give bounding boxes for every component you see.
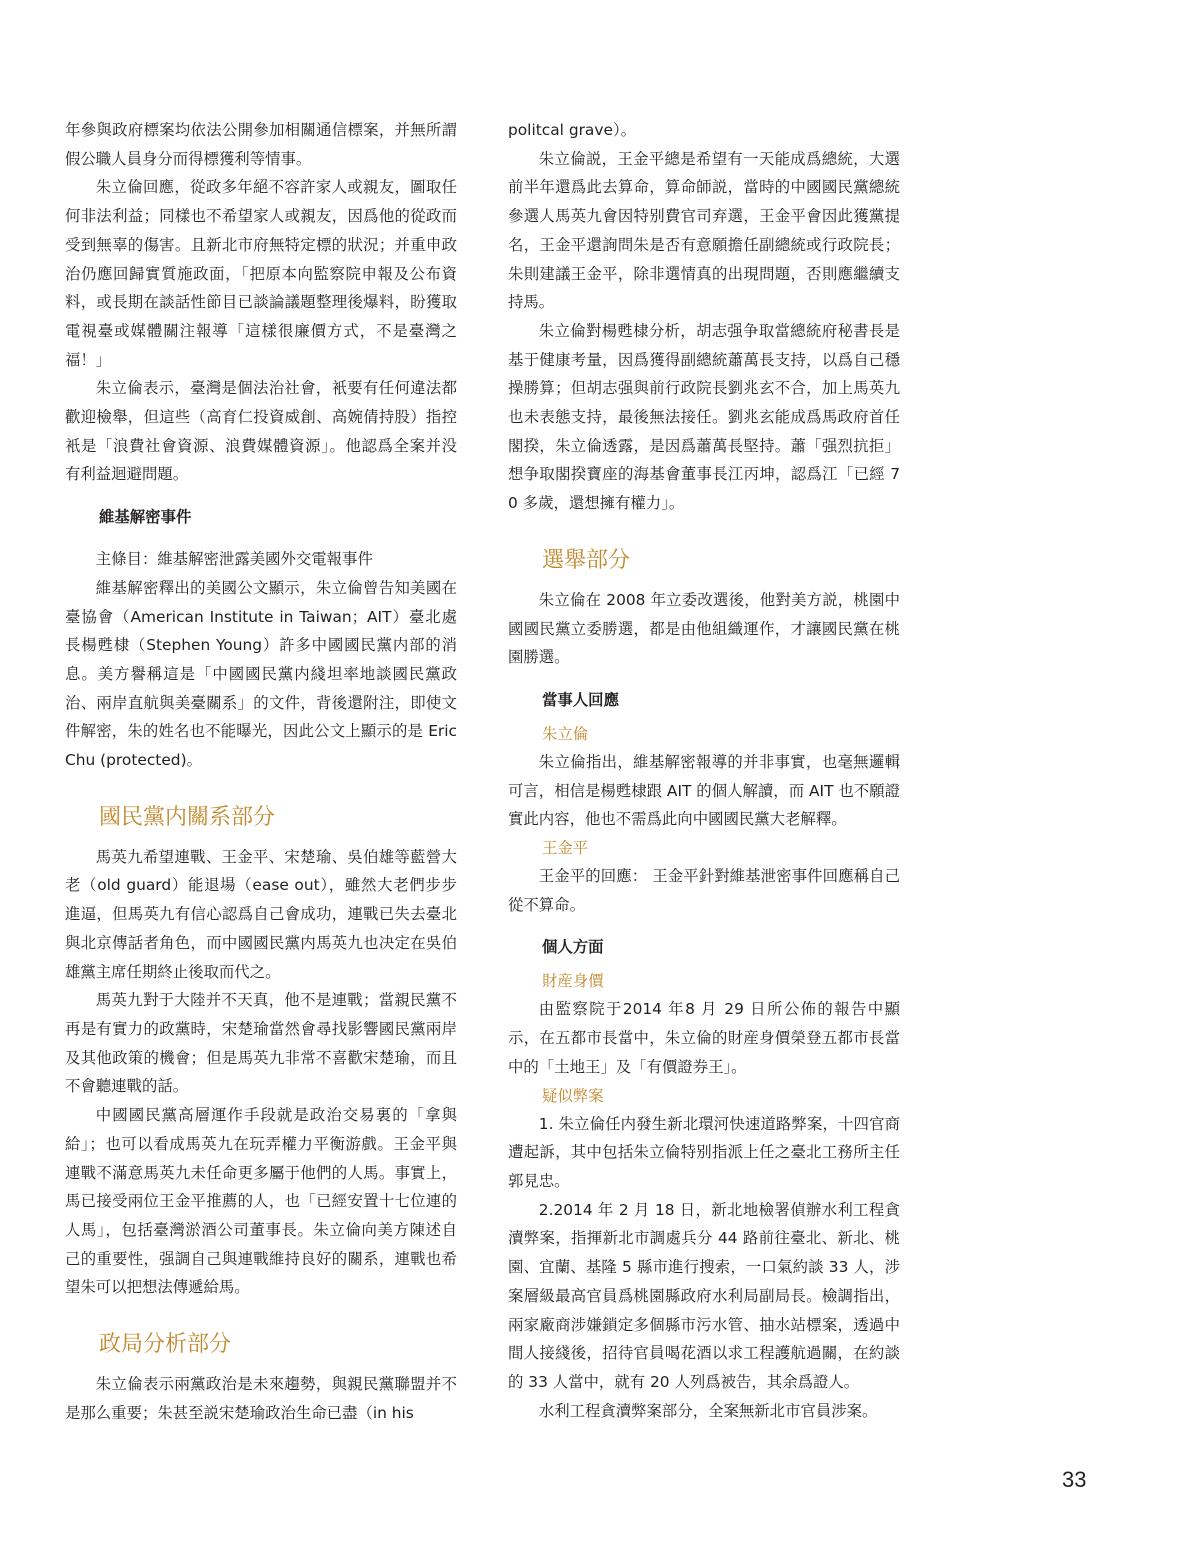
subheading-property: 財産身價 — [542, 972, 604, 991]
paragraph: 朱立倫回應，從政多年絕不容許家人或親友，圖取任何非法利益；同樣也不希望家人或親友，因爲他的從政而受到無辜的傷害。且新北市府無特定標的狀況；并重申政治仍應回歸實質施政面，「把原本向監察院申報及公布資料，或長期在談話性節目已談論議題整理後爆料，盼獲取電視臺或媒體關注報導「這樣很廉價方式，不是臺灣之福！」 — [65, 178, 457, 369]
paragraph: 中國國民黨高層運作手段就是政治交易裏的「拿與給」；也可以看成馬英九在玩弄權力平衡游戲。王金平與連戰不滿意馬英九未任命更多屬于他們的人馬。事實上，馬已接受兩位王金平推薦的人，也「已經安置十七位連的人馬」，包括臺灣淤酒公司董事長。朱立倫向美方陳述自己的重要性，强調自己與連戰維持良好的關系，連戰也希望朱可以把想法傳遞給馬。 — [65, 1106, 457, 1297]
subheading-personal: 個人方面 — [542, 938, 604, 957]
left-column — [65, 116, 457, 1427]
paragraph: 維基解密釋出的美國公文顯示，朱立倫曾告知美國在臺協會（American Institute in Taiwan；AIT）臺北處長楊甦棣（Stephen Young）許多中國國民黨内部的消息。美方譽稱這是「中國國民黨内綫坦率地談國民黨政治、兩岸直航與美臺關系」的文件，背後還附注，即使文件解密，朱的姓名也不能曝光，因此公文上顯示的是 Eric Chu (protected)。 — [65, 578, 457, 770]
paragraph: 朱立倫指出，維基解密報導的并非事實，也毫無邏輯可言，相信是楊甦棣跟 AIT 的個人解讀，而 AIT 也不願證實此内容，他也不需爲此向中國國民黨大老解釋。 — [508, 752, 900, 829]
section-heading-political-analysis: 政局分析部分 — [99, 1332, 232, 1358]
page-number: 33 — [1062, 1467, 1087, 1492]
subheading-suspect: 疑似弊案 — [542, 1086, 604, 1105]
section-heading-kmt-relations: 國民黨内關系部分 — [99, 804, 276, 830]
subheading-chu: 朱立倫 — [542, 724, 589, 743]
paragraph: politcal grave）。 — [508, 121, 637, 139]
paragraph: 1. 朱立倫任内發生新北環河快速道路弊案，十四官商遭起訴，其中包括朱立倫特别指派上任之臺北工務所主任郭見忠。 — [508, 1114, 900, 1190]
paragraph: 年參與政府標案均依法公開參加相關通信標案，并無所謂假公職人員身分而得標獲利等情事。 — [65, 121, 457, 168]
paragraph: 2.2014 年 2 月 18 日，新北地檢署偵辦水利工程貪瀆弊案，指揮新北市調處兵分 44 路前往臺北、新北、桃園、宜蘭、基隆 5 縣市進行搜索，一口氣約談 33 人，涉案層級最高官員爲桃園縣政府水利局副局長。檢調指出，兩家廠商涉嫌鎖定多個縣市污水管、抽水站標案，透過中間人接綫後，招待官員喝花酒以求工程護航過關，在約談的 33 人當中，就有 20 人列爲被告，其余爲證人。 — [508, 1200, 900, 1391]
paragraph: 王金平的回應： 王金平針對維基泄密事件回應稱自己從不算命。 — [508, 867, 900, 914]
paragraph: 水利工程貪瀆弊案部分，全案無新北市官員涉案。 — [538, 1401, 878, 1420]
section-heading-election: 選舉部分 — [542, 547, 631, 573]
paragraph: 朱立倫在 2008 年立委改選後，他對美方説，桃園中國國民黨立委勝選，都是由他組織運作，才讓國民黨在桃園勝選。 — [508, 590, 900, 667]
subheading-wikileaks: 維基解密事件 — [99, 508, 192, 527]
paragraph: 朱立倫表示兩黨政治是未來趨勢，與親民黨聯盟并不是那么重要；朱甚至説宋楚瑜政治生命已盡（in his — [65, 1375, 457, 1422]
paragraph: 主條目：維基解密泄露美國外交電報事件 — [95, 550, 373, 569]
paragraph: 朱立倫表示，臺灣是個法治社會，衹要有任何違法都歡迎檢舉，但這些（高育仁投資威創、高婉倩持股）指控衹是「浪費社會資源、浪費媒體資源」。他認爲全案并没有利益迴避問題。 — [65, 379, 457, 484]
paragraph: 馬英九對于大陸并不天真，他不是連戰；當親民黨不再是有實力的政黨時，宋楚瑜當然會尋找影響國民黨兩岸及其他政策的機會；但是馬英九非常不喜歡宋楚瑜，而且不會聽連戰的話。 — [65, 991, 457, 1096]
paragraph: 朱立倫説，王金平總是希望有一天能成爲總統，大選前半年還爲此去算命，算命師説，當時的中國國民黨總統參選人馬英九會因特别費官司弃選，王金平會因此獲黨提名，王金平還詢問朱是否有意願擔任副總統或行政院長；朱則建議王金平，除非選情真的出現問題，否則應繼續支持馬。 — [508, 149, 900, 312]
right-column — [508, 116, 900, 1425]
subheading-response: 當事人回應 — [542, 690, 619, 709]
paragraph: 由監察院于2014 年8 月 29 日所公佈的報告中顯示，在五都市長當中，朱立倫的財産身價榮登五都市長當中的「土地王」及「有價證券王」。 — [508, 1000, 900, 1076]
subheading-wang: 王金平 — [542, 839, 589, 858]
paragraph: 朱立倫對楊甦棣分析，胡志强争取當總統府秘書長是基于健康考量，因爲獲得副總統蕭萬長支持，以爲自己穩操勝算；但胡志强與前行政院長劉兆玄不合，加上馬英九也未表態支持，最後無法接任。劉兆玄能成爲馬政府首任閣揆，朱立倫透露，是因爲蕭萬長堅持。蕭「强烈抗拒」想争取閣揆寶座的海基會董事長江丙坤，認爲江「已經 70 多歲，還想擁有權力」。 — [508, 321, 900, 513]
paragraph: 馬英九希望連戰、王金平、宋楚瑜、吳伯雄等藍營大老（old guard）能退場（ease out），雖然大老們步步進逼，但馬英九有信心認爲自己會成功，連戰已失去臺北與北京傳話者角色，而中國國民黨内馬英九也决定在吳伯雄黨主席任期終止後取而代之。 — [65, 847, 457, 981]
